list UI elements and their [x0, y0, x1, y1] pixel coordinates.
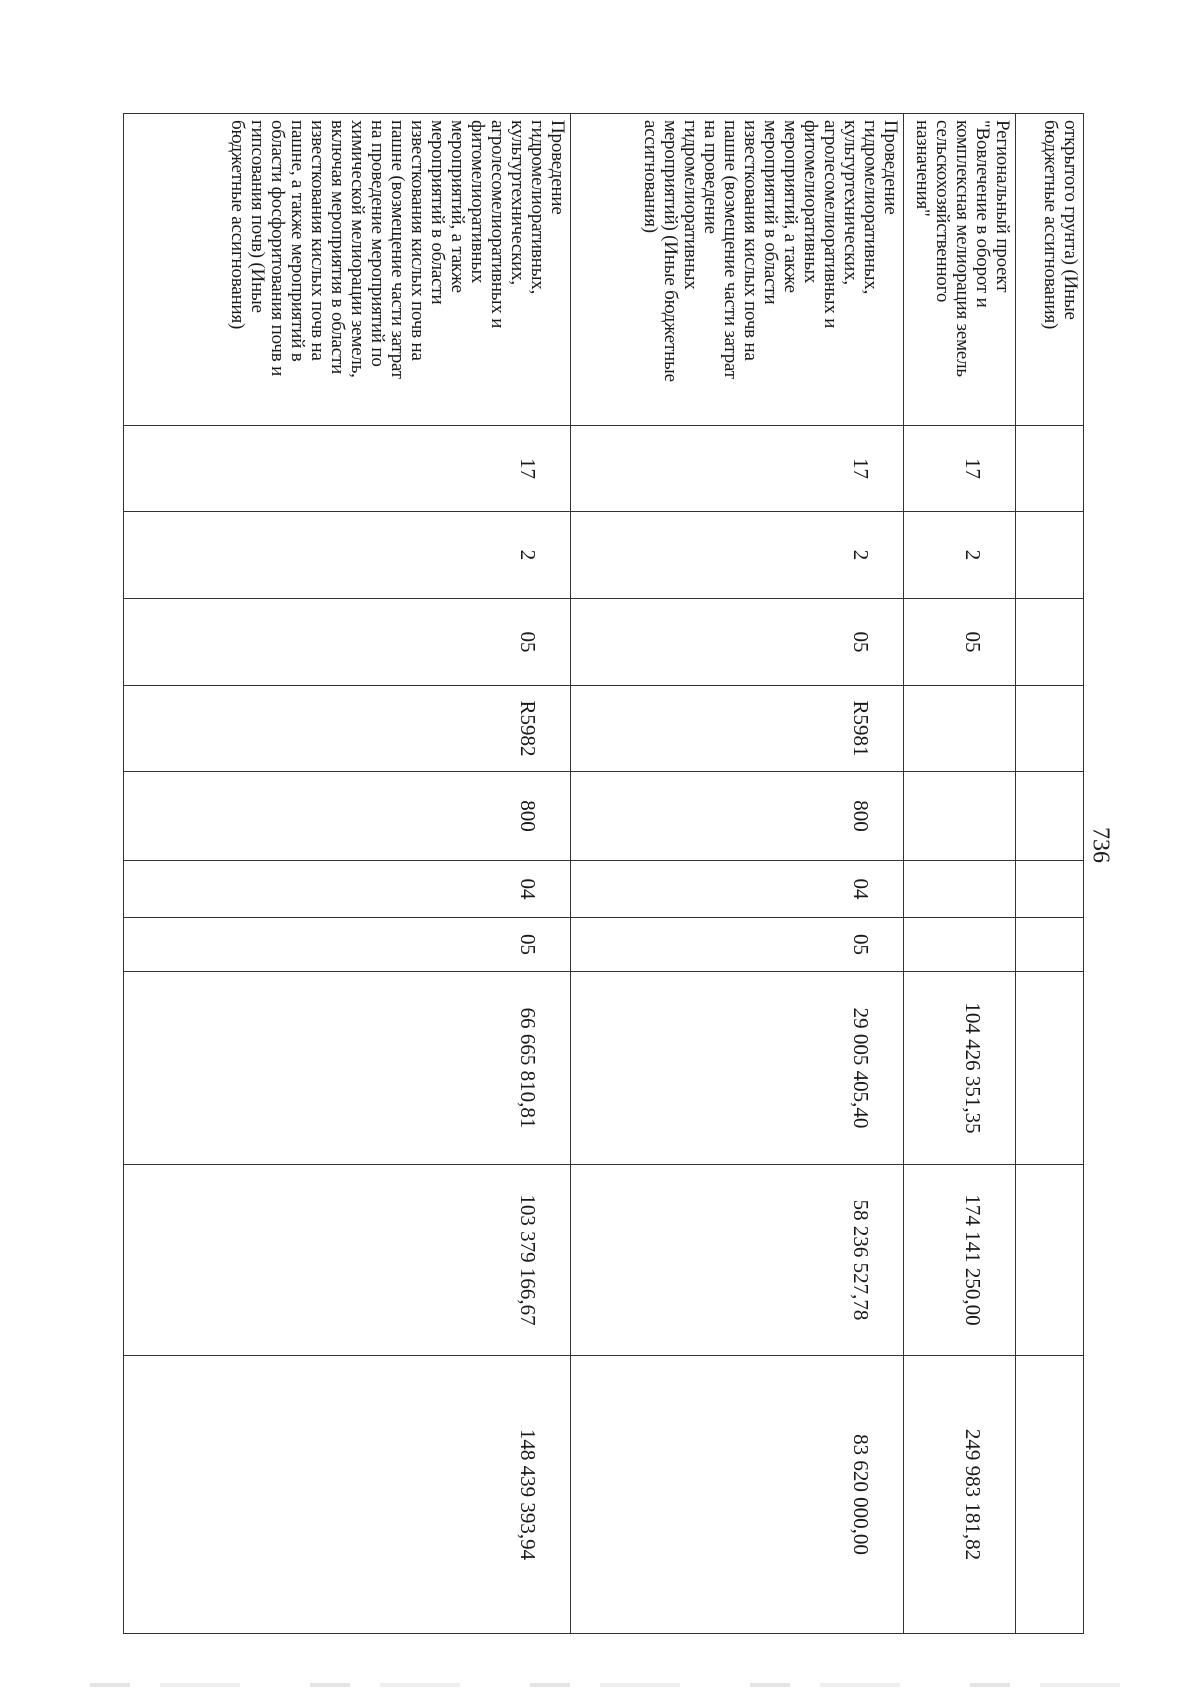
code-cell: 17 — [124, 426, 571, 512]
item-name-cell: Проведение гидромелиоративных, культуртехнических, агролесомелиоративных и фитомелиоративных мероприятий, а также мероприятий в области известкования кислых почв на пашне (возмещение части затрат на проведение гидромелиоративных мероприятий) (Иные бюджетные ассигнования) — [571, 114, 904, 426]
code-cell — [904, 918, 1016, 972]
code-cell: 2 — [904, 512, 1016, 599]
table-row — [124, 114, 571, 1634]
code-cell: 05 — [571, 918, 904, 972]
code-cell: 2 — [124, 512, 571, 599]
amount-cell — [1016, 972, 1084, 1165]
table-row — [1016, 114, 1084, 1634]
amount-cell: 83 620 000,00 — [571, 1356, 904, 1634]
code-cell: R5982 — [124, 686, 571, 772]
code-cell: 17 — [571, 426, 904, 512]
amount-cell: 174 141 250,00 — [904, 1165, 1016, 1356]
code-cell — [1016, 861, 1084, 918]
table-row — [904, 114, 1016, 1634]
amount-cell — [1016, 1165, 1084, 1356]
amount-cell: 103 379 166,67 — [124, 1165, 571, 1356]
code-cell: 17 — [904, 426, 1016, 512]
code-cell — [1016, 599, 1084, 686]
page-number: 736 — [1087, 827, 1114, 863]
budget-table — [124, 113, 1084, 1633]
code-cell: R5981 — [571, 686, 904, 772]
code-cell — [1016, 426, 1084, 512]
item-name-cell: открытого грунта) (Иные бюджетные ассигнования) — [1016, 114, 1084, 426]
code-cell — [1016, 772, 1084, 861]
code-cell: 05 — [904, 599, 1016, 686]
table-row — [571, 114, 904, 1634]
item-name-cell: Региональный проект "Вовлечение в оборот и комплексная мелиорация земель сельскохозяйственного назначения" — [904, 114, 1016, 426]
amount-cell: 249 983 181,82 — [904, 1356, 1016, 1634]
code-cell — [904, 686, 1016, 772]
amount-cell: 104 426 351,35 — [904, 972, 1016, 1165]
code-cell — [1016, 512, 1084, 599]
code-cell — [904, 861, 1016, 918]
code-cell: 04 — [571, 861, 904, 918]
code-cell: 04 — [124, 861, 571, 918]
code-cell — [904, 772, 1016, 861]
code-cell: 05 — [124, 918, 571, 972]
amount-cell — [1016, 1356, 1084, 1634]
code-cell: 05 — [124, 599, 571, 686]
amount-cell: 66 665 810,81 — [124, 972, 571, 1165]
amount-cell: 58 236 527,78 — [571, 1165, 904, 1356]
code-cell: 800 — [571, 772, 904, 861]
amount-cell: 29 005 405,40 — [571, 972, 904, 1165]
item-name-cell: Проведение гидромелиоративных, культуртехнических, агролесомелиоративных и фитомелиоративных мероприятий, а также мероприятий в области известкования кислых почв на пашне (возмещение части затрат на проведение мероприятий по химической мелиорации земель, включая мероприятия в области известкования кислых почв на пашне, а также мероприятий в области фосфоритования почв и гипсования почв) (Иные бюджетные ассигнования) — [124, 114, 571, 426]
code-cell — [1016, 686, 1084, 772]
code-cell — [1016, 918, 1084, 972]
scan-footer-artifact — [90, 1683, 1170, 1687]
code-cell: 800 — [124, 772, 571, 861]
amount-cell: 148 439 393,94 — [124, 1356, 571, 1634]
code-cell: 05 — [571, 599, 904, 686]
code-cell: 2 — [571, 512, 904, 599]
